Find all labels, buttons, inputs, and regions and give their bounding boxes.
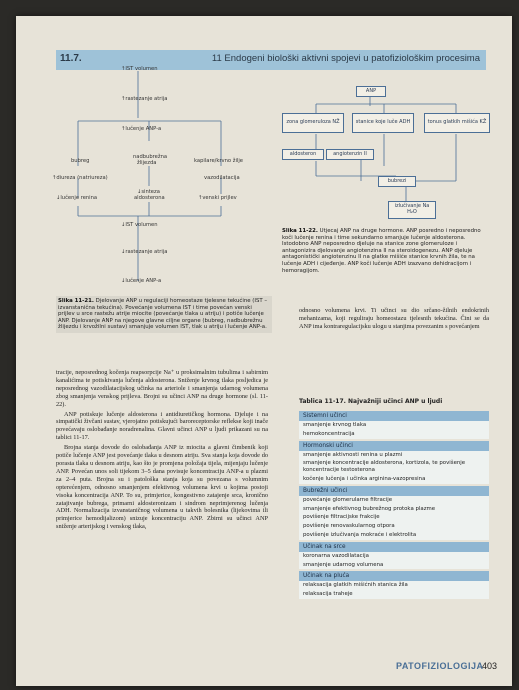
flow-rastezanje-up: ↑rastezanje atrija	[121, 96, 168, 102]
box-izlucivanje: izlučivanje Na H₂O	[388, 201, 436, 219]
table-section-header: Hormonski učinci	[299, 441, 489, 451]
table-section-header: Sistemni učinci	[299, 411, 489, 421]
table-item: smanjenje krvnog tlaka	[299, 421, 489, 430]
table-item: povećanje glomerularne filtracije	[299, 496, 489, 505]
box-bubrezi: bubrezi	[378, 176, 416, 187]
table-item: relaksacija glatkih mišićnih stanica žila	[299, 581, 489, 590]
paragraph: Brojna stanja dovode do oslobađanja ANP iz miocita a glavni čimbenik koji potiče lučenje ANP jest povećanje tlaka u desnom atriju. Sva stanja koja dovode do porasta tlaka u desnom atriju, kao što je promjena položaja tijela, mijenjaju lučenje ANP. Povećan unos soli tijekom 3–5 dana povisuje koncentraciju ANP-a u plazmi za 2–4 puta. Brojna su i patološka stanja koja su povezana s volumnim opterećenjem, odnosno smanjenjem efektivnog volumena krvi u kojima postoji visoka koncentracija ANP. To su, primjerice, kongestivno zatajenje srca, kronično zatajivanje bubrega, primarni aldosteronizam i sindrom neprimjerenog lučenja ADH. Normalizacija izvanstaničnog volumena u takvih bolesnika (lijekovima ili primjerice hemodijalizom) snizuje koncentraciju ANP. Zbirni su učinci ANP sniženje arterijskog i venskog tlaka,	[56, 444, 268, 531]
caption-label: Slika 11-22.	[282, 228, 318, 234]
flow-vazodilatacija: vazodilatacija	[204, 175, 240, 181]
flow-ist-volumen-up: ↑IST volumen	[121, 66, 158, 72]
paragraph: ANP potiskuje lučenje aldosterona i antidiuretičkog hormona. Djeluje i na simpatički živčani sustav, vjerojatno potiskujući baroreceptorske reflekse koji inače povećavaju oslobađanje noradrenalina. Glavni učinci ANP u ljudi prikazani su na tablici 11-17.	[56, 410, 268, 442]
paragraph: tracije, neposrednog kočenja reapsorpcije Na⁺ u proksimalnim tubulima i sabirnim kanalićima te potiskivanja lučenja aldosterona. Sniženje krvnog tlaka posljedica je neposrednog vazodilatacijskog učinka na arteriole i smanjenja udarnog volumena zbog smanjenja venskog prijleva. Brojni su učinci ANP na druge hormone (sl. 11-22).	[56, 369, 268, 408]
flow-sinteza: ↓sinteza	[137, 189, 160, 195]
book-title-footer: PATOFIZIOLOGIJA	[396, 661, 484, 671]
table-item: povišenje renovaskularnog otpora	[299, 522, 489, 531]
table-title: Tablica 11-17. Najvažniji učinci ANP u ljudi	[299, 398, 443, 405]
caption-text: Djelovanje ANP u regulaciji homeostaze tjelesne tekućine (IST – izvanstanična tekućina). Povećanje volumena IST i time povećan venski prijlev u srce rastežu atrije miocite (povećanje tlaka u atriju) i potiče lučenje ANP. Djelovanje ANP na njegove glavne ciljne organe (bubreg, nadbubrežnu žlijezdu i krvožilni sustav) smanjuje volumen IST, tlak u atriju i lučenje ANP-a.	[58, 298, 268, 331]
caption-label: Slika 11-21.	[58, 298, 94, 304]
table-item: kočenje lučenja i učinka arginina-vazopresina	[299, 475, 489, 484]
caption-text: Utjecaj ANP na druge hormone. ANP posredno i neposredno koči lučenje renina i time sekundarno smanjuje lučenje aldosterona. Istodobno ANP neposredno djeluje na stanice zone glomeruloze i antagonizira djelovanje angiotenzina II na steroidogenezu. ANP djeluje antagonistički angiotenzinu II na glatke mišiće stanice krvnih žila, te na lučenje ADH i cijeđenje. ANP koči lučenje ADH izazvano dehidracijom i hemoragijom.	[282, 228, 481, 274]
box-stanice-adh: stanice koje luče ADH	[352, 113, 414, 133]
flow-nadbubrezna: nadbubrežna	[133, 154, 168, 160]
table-11-17	[299, 398, 489, 599]
flow-anp-up: ↑lučenje ANP-a	[121, 126, 162, 132]
table-item: relaksacija traheje	[299, 590, 489, 599]
table-item: koronarna vazodilatacija	[299, 552, 489, 561]
table-item: povišenje filtracijske frakcije	[299, 513, 489, 522]
box-aldosteron: aldosteron	[282, 149, 324, 160]
flow-zlijezda: žlijezda	[137, 160, 157, 166]
table-section-header: Učinak na srce	[299, 542, 489, 552]
flow-diureza: ↑diureza (natriureza)	[52, 175, 108, 181]
book-page	[16, 16, 512, 686]
flow-venski: ↑venski prijlev	[198, 195, 237, 201]
table-item: smanjenje koncentracije aldosterona, kortizola, te povišenje koncentracije testosterona	[299, 459, 489, 475]
table-item: smanjenje udarnog volumena	[299, 561, 489, 570]
flow-aldosterona: aldosterona	[134, 195, 165, 201]
section-number: 11.7.	[60, 53, 82, 64]
flow-bubreg: bubreg	[71, 158, 90, 164]
flow-ist-volumen-down: ↓IST volumen	[121, 222, 158, 228]
figure-caption-11-21	[56, 296, 272, 333]
figure-caption-11-22	[282, 228, 490, 274]
table-item: povišenje izlučivanja mokraće i elektrolita	[299, 531, 489, 540]
flow-anp-down: ↓lučenje ANP-a	[121, 278, 162, 284]
table-section-header: Učinak na pluća	[299, 571, 489, 581]
table-section-header: Bubrežni učinci	[299, 486, 489, 496]
flow-renin: ↓lučenje renina	[56, 195, 98, 201]
box-angiotenzin: angiotenzin II	[326, 149, 374, 160]
flow-rastezanje-down: ↓rastezanje atrija	[121, 249, 168, 255]
flow-kapilare: kapilare/krvno žilje	[194, 158, 243, 164]
chapter-title: 11 Endogeni biološki aktivni spojevi u patofiziološkim procesima	[211, 53, 480, 64]
right-paragraph	[299, 307, 489, 333]
table-item: smanjenje aktivnosti renina u plazmi	[299, 451, 489, 460]
table-item: smanjenje efektivnog bubrežnog protoka plazme	[299, 505, 489, 514]
left-column	[56, 369, 268, 533]
box-tonus: tonus glatkih mišića KŽ	[424, 113, 490, 133]
box-anp: ANP	[356, 86, 386, 97]
paragraph: odnosno volumena krvi. Ti učinci su dio srčano-žilnih endokrinih mehanizama, koji reguliraju homeostazu tjelesnih tekućina. Čini se da ANP ima kontraregulacijsku ulogu u stanjima povezanim s povećanjem	[299, 307, 489, 330]
table-item: hemokoncentracija	[299, 430, 489, 439]
page-number: 403	[482, 661, 498, 671]
box-zona-glomeruloza: zona glomeruloza NŽ	[282, 113, 344, 133]
